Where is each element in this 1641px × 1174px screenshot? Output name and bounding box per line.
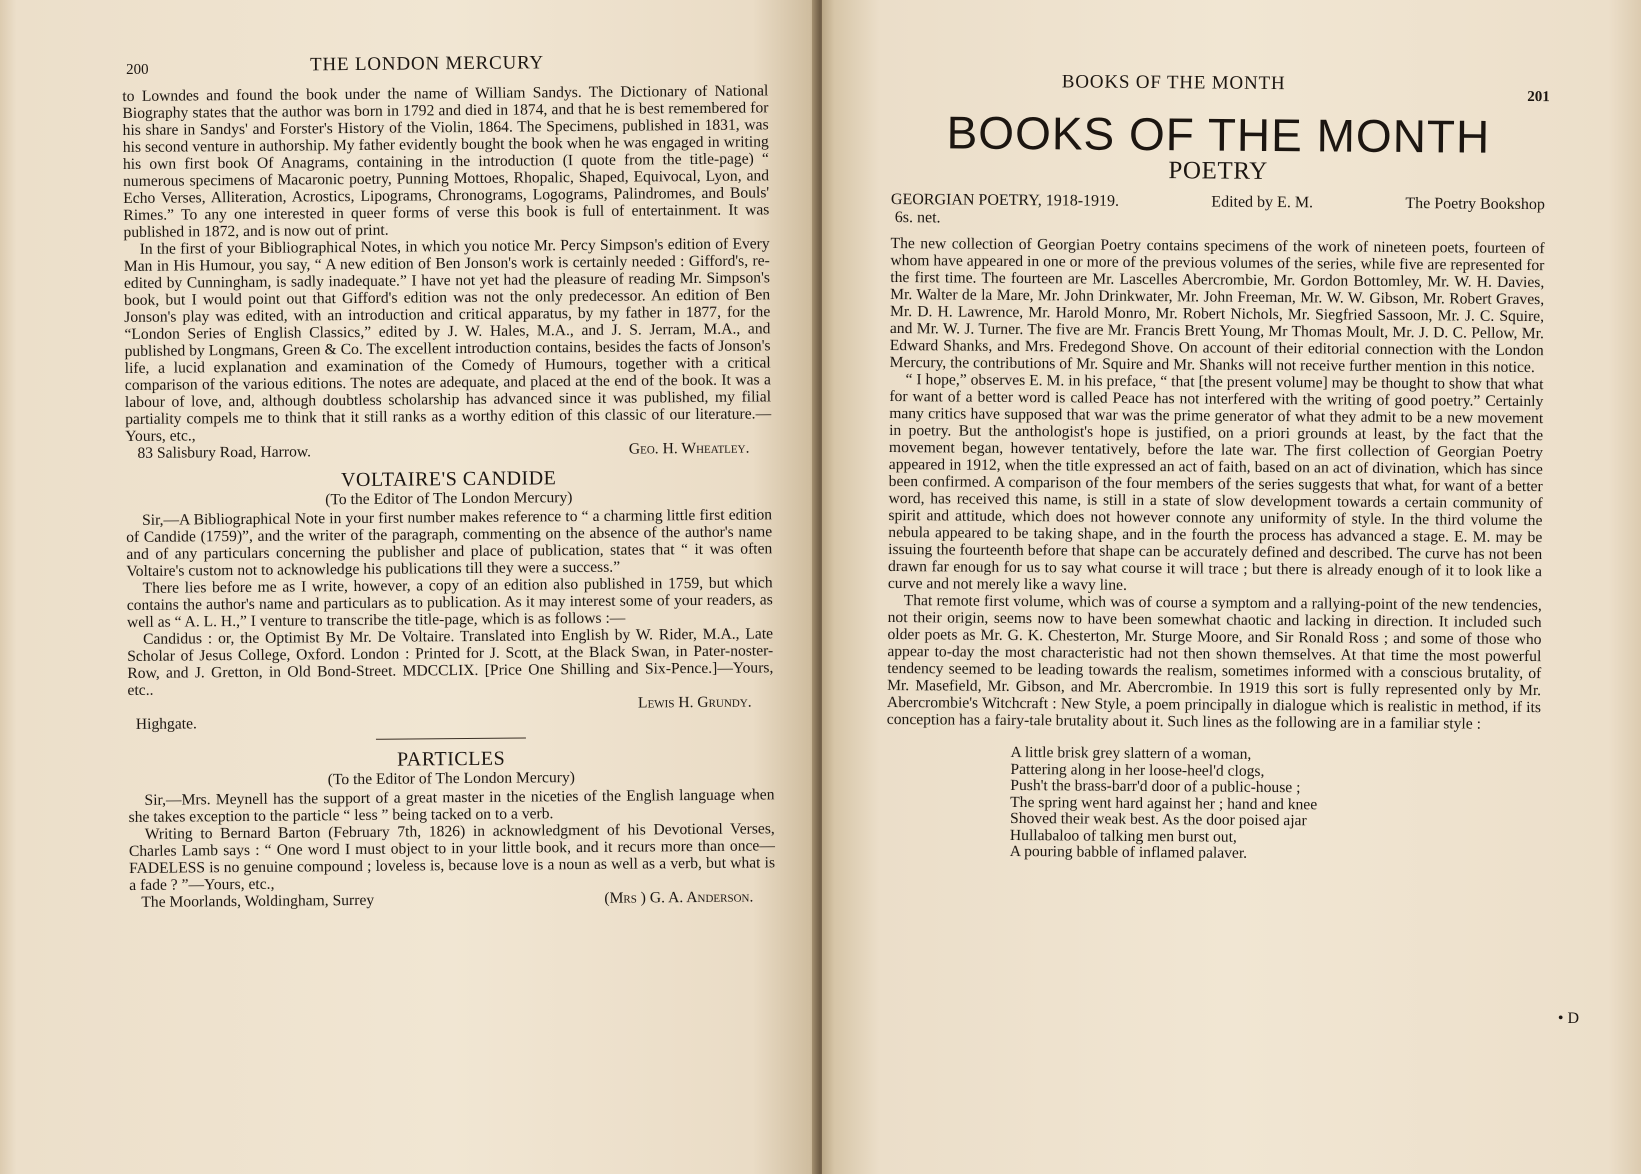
left-page xyxy=(0,0,818,1174)
section-voltaire-p1: Sir,—A Bibliographical Note in your first number makes reference to “ a charming little first edition of Candide (1759)”, and the writer of the paragraph, commenting on the absence of the author's name and of any particulars concerning the publisher and place of publication, states that “ it was often Voltaire's custom not to acknowledge his publications till they were a success.” xyxy=(126,506,773,580)
poem-line: Push't the brass-barr'd door of a public-house ; xyxy=(1010,776,1301,797)
right-running-title: BOOKS OF THE MONTH xyxy=(1061,71,1286,95)
review-paragraph-3: That remote first volume, which was of course a symptom and a rallying-point of the new tendencies, not their origin, seems now to have been somewhat chaotic and lacking in direction. It included such older poets as Mr. G. K. Chesterton, Mr. Sturge Moore, and Sir Ronald Ross ; and some of those who appear to-day the most characteristic had not then shown themselves. At that time the most powerful tendency seemed to be leading towards the realism, sometimes informed with a conscious brutality, of Mr. Masefield, Mr. Gibson, and Mr. Abercrombie. In 1919 this sort is fully represented only by Mr. Abercrombie's Witchcraft : New Style, a poem principally in dialogue which is realistic in method, if its conception has a fairy-tale brutality about it. Such lines as the following are in a familiar style : xyxy=(886,592,1542,733)
section-voltaire-place: Highgate. xyxy=(135,715,197,733)
review-paragraph-1: The new collection of Georgian Poetry contains specimens of the work of nineteen poets, fourteen of whom have appeared in one or more of the previous volumes of the series, while five are represented for the first time. The fourteen are Mr. Lascelles Abercrombie, Mr. Gordon Bottomley, Mr. W. H. Davies, Mr. Walter de la Mare, Mr. John Drinkwater, Mr. John Freeman, Mr. W. W. Gibson, Mr. Robert Graves, Mr. D. H. Lawrence, Mr. Harold Monro, Mr. Robert Nichols, Mr. Siegfried Sassoon, Mr. J. C. Squire, and Mr. W. J. Turner. The five are Mr. Francis Brett Young, Mr Thomas Moult, Mr. J. D. C. Pellow, Mr. Edward Shanks, and Mrs. Fredegond Shove. On account of their editorial connection with the London Mercury, the contributions of Mr. Squire and Mr. Shanks will not receive further mention in this notice. xyxy=(889,234,1545,377)
book-publisher: The Poetry Bookshop xyxy=(1405,195,1545,214)
right-page-content xyxy=(886,62,1550,865)
book-price: 6s. net. xyxy=(894,209,941,227)
right-page xyxy=(822,0,1641,1174)
section-voltaire-p3: Candidus : or, the Optimist By Mr. De Voltaire. Translated into English by W. Rider, M.A., Late Scholar of Jesus College, Oxford. London : Printed for J. Scott, at the Black Swan, in Pater-noster-Row, and J. Gretton, in Old Bond-Street. MDCCLIX. [Price One Shilling and Six-Pence.]—Yours, etc.. xyxy=(127,625,774,699)
poem-line: Hullabaloo of talking men burst out, xyxy=(1009,826,1237,846)
poem-excerpt xyxy=(1010,745,1541,865)
poem-line: A little brisk grey slattern of a woman, xyxy=(1010,743,1252,763)
section-particles-addressed: (To the Editor of The London Mercury) xyxy=(327,769,575,789)
signature-mark: • D xyxy=(1557,1010,1579,1027)
book-editor: Edited by E. M. xyxy=(1211,193,1314,212)
intro-paragraph: to Lowndes and found the book under the name of William Sandys. The Dictionary of National Biography states that the author was born in 1792 and died in 1874, and that he is best remembered for his share in Sandys' and Forster's History of the Violin, 1864. The Specimens, published in 1831, was his second venture in authorship. My father evidently bought the book when he was engaged in writing his own first book Of Anagrams, containing in the introduction (I quote from the title-page) “ numerous specimens of Macaronic poetry, Punning Mottoes, Rhopalic, Shaped, Equivocal, Lyon, and Echo Verses, Alliteration, Acrostics, Lipograms, Chronograms, Logograms, Palindromes, and Bouls' Rimes.” To any one interested in queer forms of verse this book is full of entertainment. It was published in 1872, and is now out of print. xyxy=(122,82,770,241)
right-running-head xyxy=(892,62,1550,106)
left-running-title: THE LONDON MERCURY xyxy=(309,52,545,76)
poem-line: A pouring babble of inflamed palaver. xyxy=(1009,842,1248,862)
left-page-number: 200 xyxy=(126,61,149,78)
left-running-head xyxy=(122,52,768,88)
letter1-address: 83 Salisbury Road, Harrow. xyxy=(137,443,312,462)
main-title: BOOKS OF THE MONTH xyxy=(946,106,1491,163)
section-voltaire-p2: There lies before me as I write, however, a copy of an edition also published in 1759, but which contains the author's name and particulars as to publication. As it may interest some of your readers, as well as “ A. L. H.,” I venture to transcribe the title-page, which is as follows :— xyxy=(126,574,773,631)
section-particles-signature: (Mrs ) G. A. Anderson. xyxy=(604,888,754,907)
section-voltaire-title: VOLTAIRE'S CANDIDE xyxy=(340,467,557,492)
left-page-content xyxy=(122,52,775,911)
poem-line: Pattering along in her loose-heel'd clogs, xyxy=(1010,760,1265,780)
section-particles-title: PARTICLES xyxy=(396,747,506,771)
book-heading xyxy=(891,191,1545,232)
poem-line: Shoved their weak best. As the door poised ajar xyxy=(1009,809,1307,830)
section-particles-p2: Writing to Bernard Barton (February 7th, 1826) in acknowledgment of his Devotional Verses, Charles Lamb says : “ One word I must object to in your little book, and it recurs more than once—FADELESS is no genuine compound ; loveless is, because love is a noun as well as a verb, but what is a fade ? ”—Yours, etc., xyxy=(128,820,776,894)
section-voltaire-addressed: (To the Editor of The London Mercury) xyxy=(325,489,573,509)
book-title: GEORGIAN POETRY, 1918-1919. xyxy=(890,190,1120,210)
review-paragraph-2: “ I hope,” observes E. M. in his preface, “ that [the present volume] may be thought to show that what for want of a better word is called Peace has not interfered with the writing of good poetry.” Certainly many critics have supposed that war was the prime generator of what they admit to be a new movement in poetry. But the anthologist's hope is justified, on a priori grounds at least, by the fact that the movement began, however tentatively, before the late war. The first collection of Georgian Poetry appeared in 1912, when the title expressed an act of faith, based on an act of divination, which has since been confirmed. A comparison of the four members of the series suggests that what, for want of a better word, has received this name, is still in a state of slow development towards a certain community of spirit and attitude, which does not however connote any uniformity of style. In the third volume the nebula appeared to be taking shape, and in the fourth the process has advanced a stage. E. M. may be issuing the fourteenth before that shape can be accurately defined and described. The curve has not been drawn far enough for us to say what course it will trace ; but there is already enough of it to look like a curve and not merely like a wavy line. xyxy=(887,371,1544,594)
right-page-number: 201 xyxy=(1527,88,1550,106)
second-paragraph: In the first of your Bibliographical Notes, in which you notice Mr. Percy Simpson's edition of Every Man in His Humour, you say, “ A new edition of Ben Jonson's work is certainly needed : Gifford's, re-edited by Cunningham, is sadly inadequate.” I have not yet had the pleasure of reading Mr. Simpson's book, but I would point out that Gifford's edition was not the only predecessor. An edition of Ben Jonson's play was edited, with an introduction and critical apparatus, by my father in 1877, for the “London Series of English Classics,” edited by J. W. Hales, M.A., and J. S. Jerram, M.A., and published by Longmans, Green & Co. The excellent introduction contains, besides the facts of Jonson's life, a lucid explanation and examination of the Comedy of Humours, together with a critical comparison of the various editions. The notes are adequate, and placed at the end of the book. It was a labour of love, and, although doubtless scholarship has advanced since it was published, my filial partiality compels me to think that it still ranks as a worthy edition of this classic of our literature.—Yours, etc., xyxy=(123,235,772,445)
poem-line: The spring went hard against her ; hand and knee xyxy=(1010,793,1318,813)
section-particles-address: The Moorlands, Woldingham, Surrey xyxy=(141,891,375,911)
section-subtitle: POETRY xyxy=(1168,157,1268,185)
letter1-signature: Geo. H. Wheatley. xyxy=(628,439,750,458)
section-voltaire-signature: Lewis H. Grundy. xyxy=(637,693,752,712)
section-particles-p1: Sir,—Mrs. Meynell has the support of a great master in the niceties of the English language when she takes exception to the particle “ less ” being tacked on to a verb. xyxy=(128,786,775,826)
section-divider xyxy=(376,738,526,740)
